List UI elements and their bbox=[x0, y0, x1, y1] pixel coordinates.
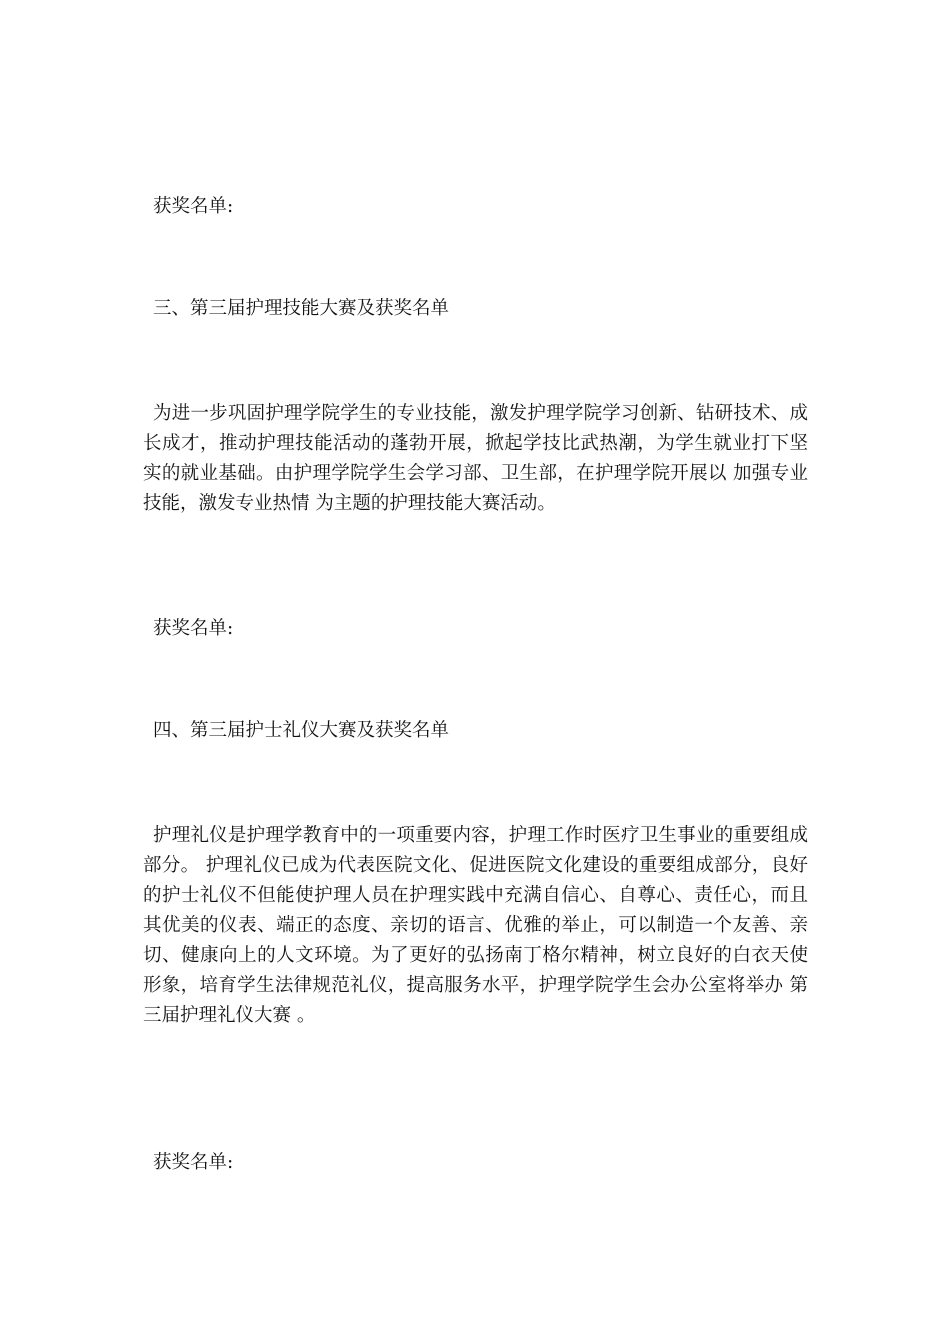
section-4-paragraph: 护理礼仪是护理学教育中的一项重要内容，护理工作时医疗卫生事业的重要组成部分。 护理礼仪已成为代表医院文化、促进医院文化建设的重要组成部分，良好的护士礼仪不但能使护理人员在护理实践中充满自信心、自尊心、责任心，而且其优美的仪表、端正的态度、亲切的语言、优雅的举止，可以制造一个友善、亲切、健康向上的人文环境。为了更好的弘扬南丁格尔精神，树立良好的白衣天使形象，培育学生法律规范礼仪，提高服务水平，护理学院学生会办公室将举办 第三届护理礼仪大赛 。 bbox=[143, 825, 808, 1026]
section-4-heading: 四、第三届护士礼仪大赛及获奖名单 bbox=[153, 720, 450, 741]
section-3-heading: 三、第三届护理技能大赛及获奖名单 bbox=[153, 298, 450, 319]
award-list-label-3: 获奖名单: bbox=[153, 1152, 234, 1173]
award-list-label-1: 获奖名单: bbox=[153, 196, 234, 217]
award-list-label-2: 获奖名单: bbox=[153, 618, 234, 639]
section-3-paragraph: 为进一步巩固护理学院学生的专业技能，激发护理学院学习创新、钻研技术、成长成才，推动护理技能活动的蓬勃开展，掀起学技比武热潮，为学生就业打下坚实的就业基础。由护理学院学生会学习部、卫生部，在护理学院开展以 加强专业技能，激发专业热情 为主题的护理技能大赛活动。 bbox=[143, 403, 808, 514]
